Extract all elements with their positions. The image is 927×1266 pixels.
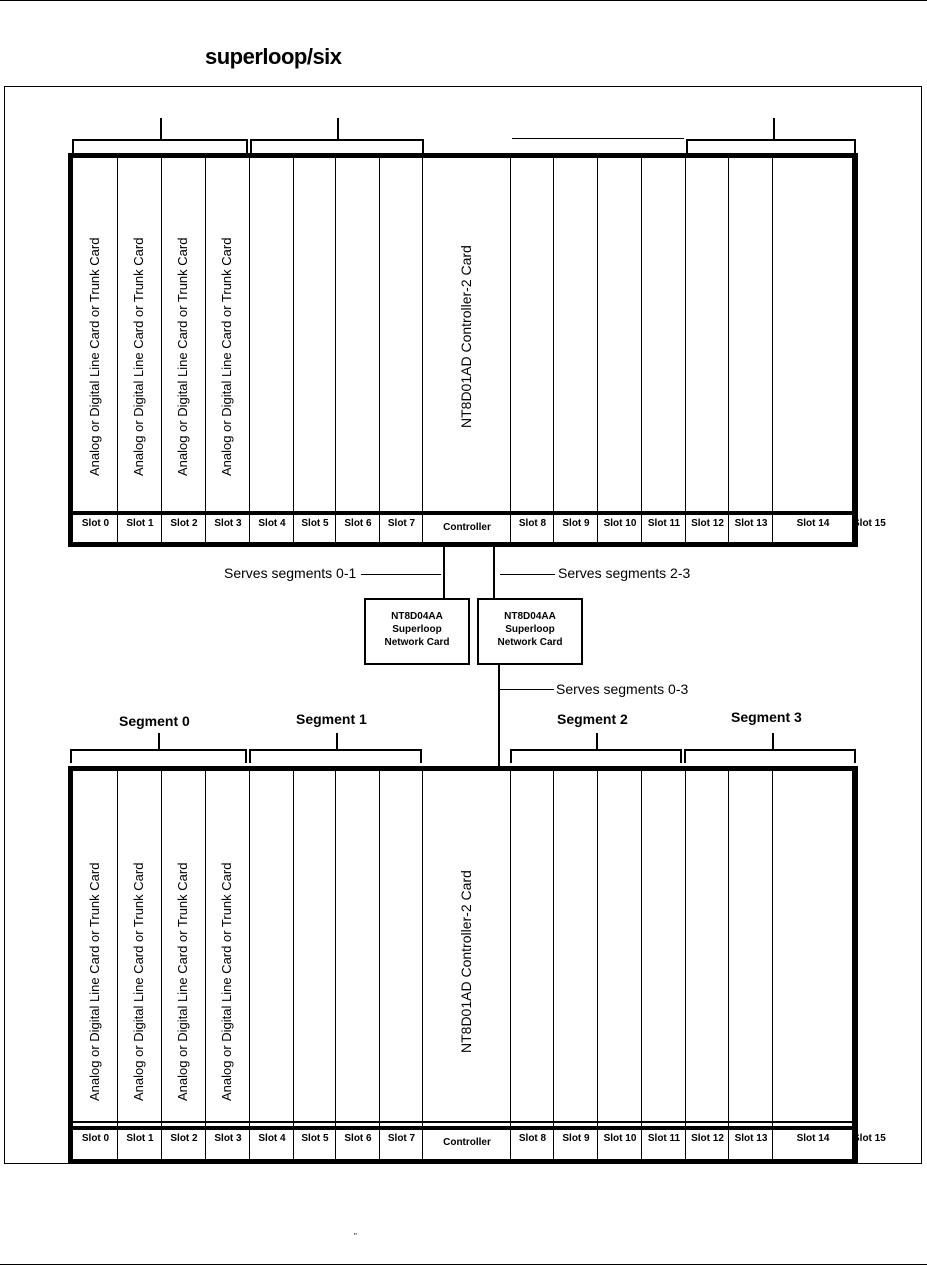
card-slot-11 <box>642 158 686 542</box>
slot-label: Slot 9 <box>562 1133 590 1144</box>
footer-mark: " <box>354 1232 357 1241</box>
network-card-1-model: NT8D04AA <box>391 611 443 622</box>
slot-label: Slot 7 <box>387 1133 416 1144</box>
slot-label: Slot 13 <box>734 518 768 529</box>
network-card-1-type: Superloop <box>392 624 442 635</box>
card-slot-14 <box>773 771 853 1159</box>
top-bracket-segment-3 <box>686 139 856 153</box>
slot-label: Slot 11 <box>647 1133 681 1144</box>
bracket-segment-0 <box>70 749 247 763</box>
line-card-text: Analog or Digital Line Card or Trunk Card <box>131 862 146 1101</box>
top-bracket-tick-0 <box>160 118 162 140</box>
card-slot-9 <box>554 771 598 1159</box>
slot-label: Slot 7 <box>387 518 416 529</box>
card-slot-11 <box>642 771 686 1159</box>
shelf-bottom <box>68 766 886 1164</box>
card-slot-4 <box>250 771 294 1159</box>
controller-label: Controller <box>443 522 491 533</box>
slot-label: Slot 15 <box>853 518 886 529</box>
segment-label-2: Segment 2 <box>557 711 628 727</box>
slot-label: Slot 6 <box>344 518 372 529</box>
bracket-tick-3 <box>772 733 774 750</box>
caption-leader-0-3 <box>500 689 554 690</box>
card-slot-1 <box>118 771 162 1159</box>
network-card-2 <box>477 598 583 665</box>
card-slot-5 <box>294 158 336 542</box>
slot-label: Slot 3 <box>214 518 242 529</box>
card-slot-10 <box>598 771 642 1159</box>
caption-leader-0-1 <box>361 574 441 575</box>
card-slot-9 <box>554 158 598 542</box>
slot-label-band <box>73 1121 853 1123</box>
card-slot-12 <box>686 158 729 542</box>
connector-right <box>493 547 495 599</box>
line-card-text: Analog or Digital Line Card or Trunk Card <box>219 237 234 476</box>
shelf-top <box>68 153 886 547</box>
slot-label: Slot 5 <box>301 518 329 529</box>
line-card-text: Analog or Digital Line Card or Trunk Card <box>131 237 146 476</box>
slot-label: Slot 14 <box>796 1133 830 1144</box>
bracket-segment-2 <box>510 749 682 763</box>
slot-label: Slot 4 <box>258 518 286 529</box>
page-title: superloop/six <box>205 44 342 69</box>
card-slot-0 <box>73 771 118 1159</box>
slot-label: Slot 10 <box>603 1133 637 1144</box>
card-slot-3 <box>206 771 250 1159</box>
bracket-segment-3 <box>684 749 856 763</box>
top-bracket-segment-2 <box>512 138 684 139</box>
slot-label: Slot 12 <box>691 518 724 529</box>
card-slot-10 <box>598 158 642 542</box>
slot-label: Slot 5 <box>301 1133 329 1144</box>
caption-leader-2-3 <box>500 574 555 575</box>
controller-card-text: NT8D01AD Controller-2 Card <box>458 245 474 428</box>
segment-label-3: Segment 3 <box>731 709 802 725</box>
slot-label: Slot 11 <box>647 518 681 529</box>
card-slot-5 <box>294 771 336 1159</box>
caption-serves-0-1: Serves segments 0-1 <box>224 565 357 581</box>
bracket-tick-2 <box>596 733 598 750</box>
slot-label: Slot 14 <box>796 518 830 529</box>
controller-slot <box>423 158 511 542</box>
top-bracket-tick-1 <box>337 118 339 140</box>
bottom-rule <box>0 1264 927 1265</box>
line-card-text: Analog or Digital Line Card or Trunk Card <box>219 862 234 1101</box>
controller-slot <box>423 771 511 1159</box>
line-card-text: Analog or Digital Line Card or Trunk Card <box>86 237 102 476</box>
card-slot-8 <box>511 771 554 1159</box>
card-slot-7 <box>380 158 423 542</box>
top-bracket-segment-1 <box>250 139 424 153</box>
slot-label: Slot 8 <box>518 1133 547 1144</box>
card-slot-3 <box>206 158 250 542</box>
slot-label: Slot 10 <box>603 518 637 529</box>
card-slot-8 <box>511 158 554 542</box>
caption-serves-0-3: Serves segments 0-3 <box>556 681 689 697</box>
slot-label-divider <box>73 511 853 515</box>
slot-label: Slot 15 <box>853 1133 886 1144</box>
slot-label: Slot 2 <box>170 1133 198 1144</box>
card-slot-4 <box>250 158 294 542</box>
network-card-1 <box>364 598 470 665</box>
card-slot-14 <box>773 158 853 542</box>
top-bracket-tick-3 <box>773 118 775 140</box>
caption-serves-2-3: Serves segments 2-3 <box>558 565 691 581</box>
slot-label-divider <box>73 1126 853 1130</box>
card-slot-13 <box>729 771 773 1159</box>
network-card-2-name: Network Card <box>497 637 563 648</box>
network-card-2-type: Superloop <box>505 624 555 635</box>
bracket-tick-0 <box>158 733 160 750</box>
segment-label-0: Segment 0 <box>119 713 190 729</box>
card-slot-1 <box>118 158 162 542</box>
slot-label: Slot 3 <box>214 1133 242 1144</box>
bracket-segment-1 <box>249 749 422 763</box>
line-card-text: Analog or Digital Line Card or Trunk Card <box>175 237 190 476</box>
network-card-2-model: NT8D04AA <box>504 611 556 622</box>
controller-label: Controller <box>443 1137 491 1148</box>
controller-card-text: NT8D01AD Controller-2 Card <box>458 870 474 1053</box>
slot-label: Slot 9 <box>562 518 590 529</box>
bracket-tick-1 <box>336 733 338 750</box>
segment-label-1: Segment 1 <box>296 711 367 727</box>
card-slot-0 <box>73 158 118 542</box>
slot-label: Slot 6 <box>344 1133 372 1144</box>
slot-label: Slot 1 <box>126 518 154 529</box>
slot-label: Slot 0 <box>81 518 110 529</box>
card-slot-6 <box>336 771 380 1159</box>
top-bracket-segment-0 <box>72 139 248 153</box>
card-slot-6 <box>336 158 380 542</box>
top-rule <box>0 0 927 1</box>
card-slot-2 <box>162 771 206 1159</box>
card-slot-7 <box>380 771 423 1159</box>
slot-label: Slot 1 <box>126 1133 154 1144</box>
network-card-1-name: Network Card <box>384 637 450 648</box>
card-slot-13 <box>729 158 773 542</box>
connector-lower <box>498 665 500 770</box>
slot-label: Slot 4 <box>258 1133 286 1144</box>
connector-left <box>443 547 445 599</box>
line-card-text: Analog or Digital Line Card or Trunk Card <box>175 862 190 1101</box>
card-slot-2 <box>162 158 206 542</box>
slot-label: Slot 8 <box>518 518 547 529</box>
line-card-text: Analog or Digital Line Card or Trunk Card <box>86 862 102 1101</box>
slot-label: Slot 2 <box>170 518 198 529</box>
slot-label: Slot 0 <box>81 1133 110 1144</box>
slot-label: Slot 13 <box>734 1133 768 1144</box>
card-slot-12 <box>686 771 729 1159</box>
slot-label: Slot 12 <box>691 1133 724 1144</box>
